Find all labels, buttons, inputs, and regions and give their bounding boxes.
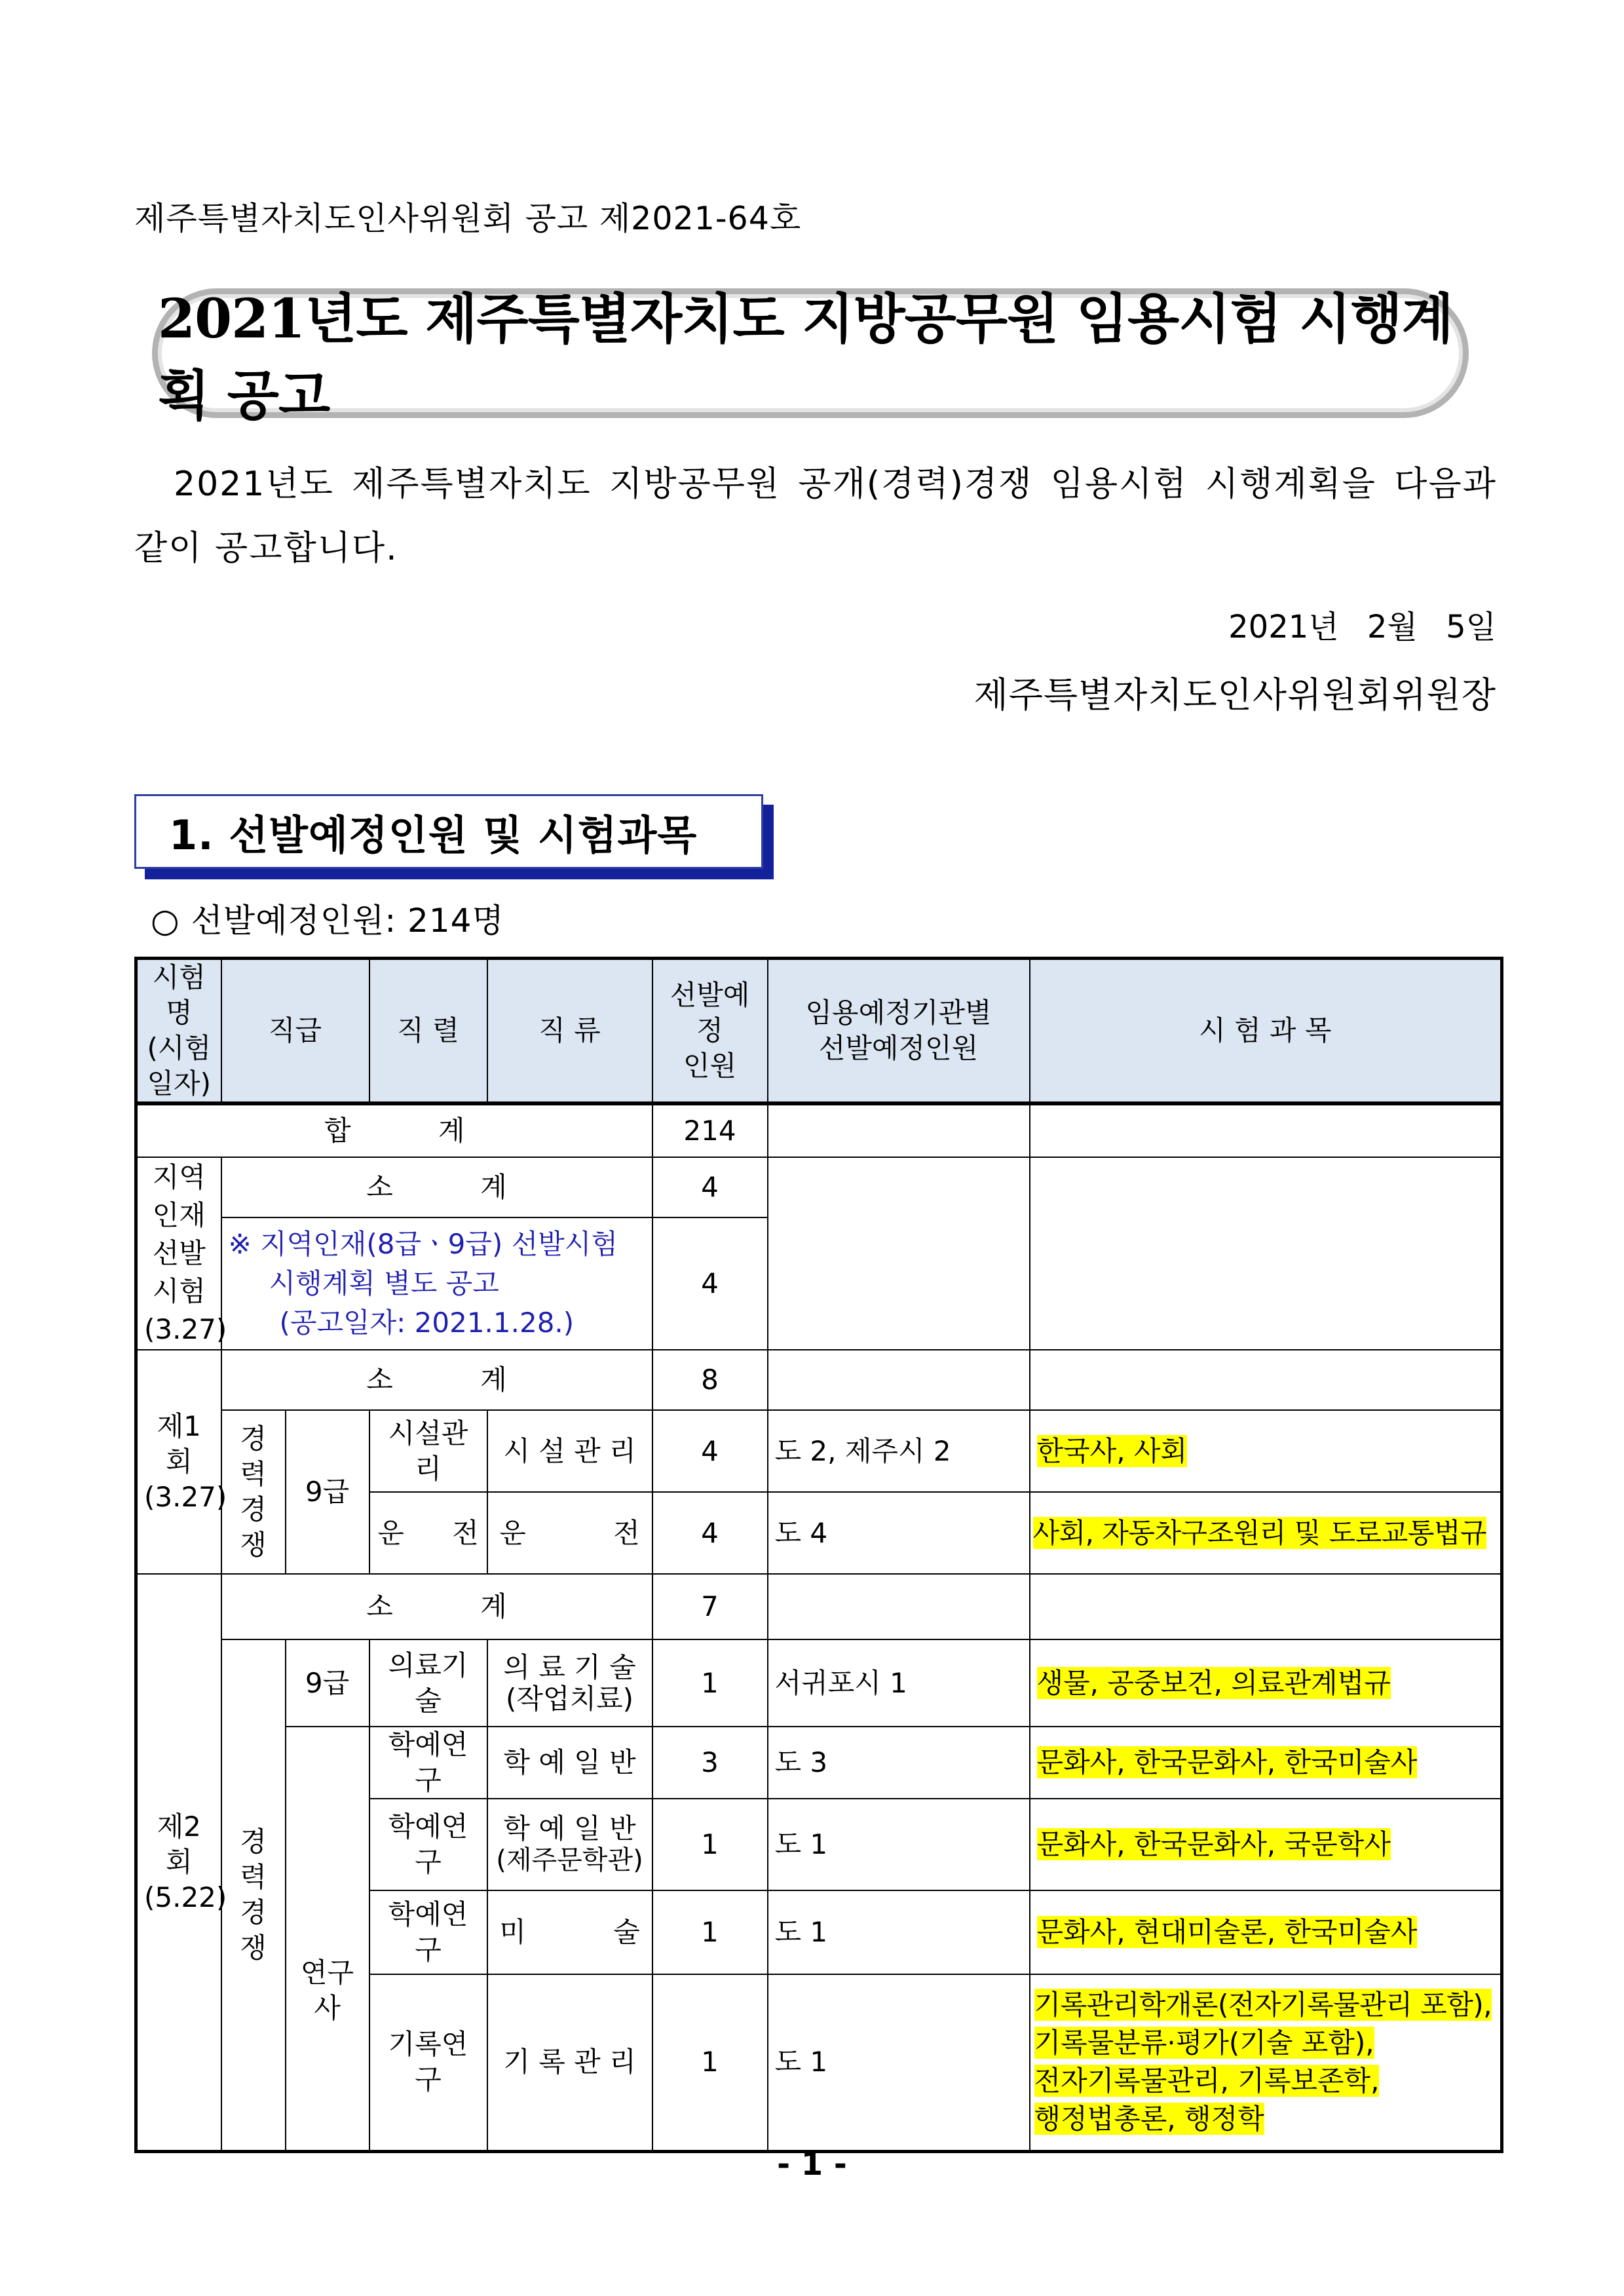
round2-subtotal-value: 7 (652, 1574, 768, 1639)
series-cell: 운 전 (369, 1492, 487, 1574)
empty-cell (1030, 1103, 1502, 1157)
count-cell: 1 (652, 1799, 768, 1890)
round1-grade: 9급 (286, 1410, 369, 1574)
subjects-cell (1030, 1890, 1502, 1974)
header-agency (768, 959, 1030, 1104)
series-cell: 학예연구 (369, 1727, 487, 1799)
regional-name-line: 선발 (152, 1237, 206, 1269)
class-cell (487, 1639, 652, 1727)
table-row (136, 1157, 1502, 1217)
series-cell: 학예연구 (369, 1799, 487, 1890)
empty-cell (768, 1574, 1030, 1639)
regional-note (221, 1217, 652, 1350)
subjects-text: 문화사, 현대미술론, 한국미술사 (1036, 1916, 1418, 1948)
subjects-text: 전자기록물관리, 기록보존학, (1034, 2065, 1380, 2097)
round1-type-line: 경력 (240, 1423, 267, 1490)
subjects-text: 사회, 자동차구조원리 및 도로교통법규 (1032, 1516, 1487, 1549)
agency-cell: 도 2, 제주시 2 (768, 1410, 1030, 1492)
notice-date: 2021년 2월 5일 (1228, 609, 1496, 645)
regional-name-line: 인재 (152, 1199, 206, 1231)
class-line: 의 료 기 술 (503, 1651, 636, 1683)
round2-name: 제2회 (157, 1810, 201, 1878)
header-exam-name-text: 시험명 (152, 961, 206, 1029)
header-subjects: 시 험 과 목 (1030, 959, 1502, 1104)
subjects-cell (1030, 1410, 1502, 1492)
count-cell: 4 (652, 1492, 768, 1574)
class-cell: 학 예 일 반 (487, 1727, 652, 1799)
table-row (136, 1574, 1502, 1639)
class-line: (작업치료) (505, 1682, 634, 1715)
table-row (136, 1350, 1502, 1410)
header-series: 직 렬 (369, 959, 487, 1104)
subjects-cell (1030, 1799, 1502, 1890)
selection-table (134, 957, 1503, 2153)
class-cell: 시 설 관 리 (487, 1410, 652, 1492)
header-planned-text-2: 인원 (683, 1050, 737, 1082)
round2-type-line: 경력 (240, 1825, 267, 1893)
round1-date: (3.27) (144, 1481, 227, 1513)
intro-paragraph: 2021년도 제주특별자치도 지방공무원 공개(경력)경쟁 임용시험 시행계획을 다음과 같이 공고합니다. (134, 465, 1497, 568)
round1-exam-name (136, 1350, 227, 1574)
subjects-cell (1030, 1492, 1502, 1574)
subjects-text: 한국사, 사회 (1036, 1434, 1188, 1467)
notice-number: 제주특별자치도인사위원회 공고 제2021-64호 (134, 200, 802, 237)
round1-subtotal-value: 8 (652, 1350, 768, 1410)
regional-note-line: (공고일자: 2021.1.28.) (279, 1307, 575, 1339)
series-cell: 학예연구 (369, 1890, 487, 1974)
empty-cell (1030, 1574, 1502, 1639)
header-planned (652, 959, 768, 1104)
subjects-text: 기록관리학개론(전자기록물관리 포함), (1034, 1989, 1492, 2021)
class-line: 학 예 일 반 (503, 1812, 636, 1845)
class-cell (487, 1799, 652, 1890)
count-cell: 1 (652, 1974, 768, 2151)
regional-name-line: 시험 (152, 1275, 206, 1307)
empty-cell (768, 1157, 1030, 1350)
title-banner (152, 288, 1469, 427)
header-exam-name (136, 959, 221, 1104)
regional-note-line: ※ 지역인재(8급ㆍ9급) 선발시험 (228, 1228, 618, 1260)
round2-date: (5.22) (144, 1881, 227, 1913)
subjects-text: 문화사, 한국문화사, 한국미술사 (1036, 1746, 1418, 1778)
agency-cell: 도 1 (768, 1974, 1030, 2151)
round2-type (221, 1639, 286, 2151)
regional-subtotal-label: 소 계 (221, 1157, 652, 1217)
class-line: (제주문학관) (496, 1845, 643, 1875)
agency-cell: 도 1 (768, 1799, 1030, 1890)
agency-cell: 도 1 (768, 1890, 1030, 1974)
regional-name-line: 지역 (152, 1161, 206, 1193)
section-heading: 1. 선발예정인원 및 시험과목 (169, 811, 698, 859)
class-cell: 기 록 관 리 (487, 1974, 652, 2151)
empty-cell (1030, 1350, 1502, 1410)
table-row (136, 1639, 1502, 1727)
table-row (136, 1727, 1502, 1799)
round2-exam-name (136, 1574, 227, 2151)
issuer-name: 제주특별자치도인사위원회위원장 (973, 674, 1496, 716)
round2-subtotal-label: 소 계 (221, 1574, 652, 1639)
subjects-cell (1030, 1727, 1502, 1799)
empty-cell (1030, 1157, 1502, 1350)
agency-cell: 도 3 (768, 1727, 1030, 1799)
class-cell: 운 전 (487, 1492, 652, 1574)
round2-grade-9: 9급 (286, 1639, 369, 1727)
page-number: - 1 - (777, 2146, 847, 2183)
regional-name-line: (3.27) (144, 1313, 227, 1345)
series-cell: 의료기술 (369, 1639, 487, 1727)
table-row (136, 1103, 1502, 1157)
empty-cell (768, 1103, 1030, 1157)
subjects-text: 생물, 공중보건, 의료관계법규 (1036, 1666, 1391, 1699)
header-exam-date-text: (시험일자) (147, 1032, 212, 1100)
header-agency-text-1: 임용예정기관별 (805, 997, 992, 1029)
round2-grade-researcher: 연구사 (286, 1727, 369, 2151)
series-cell: 시설관리 (369, 1410, 487, 1492)
header-agency-text-2: 선발예정인원 (818, 1032, 979, 1064)
round1-subtotal-label: 소 계 (221, 1350, 652, 1410)
empty-cell (768, 1350, 1030, 1410)
total-value: 214 (652, 1103, 768, 1157)
series-cell: 기록연구 (369, 1974, 487, 2151)
class-cell: 미 술 (487, 1890, 652, 1974)
total-label: 합 계 (136, 1103, 652, 1157)
agency-cell: 도 4 (768, 1492, 1030, 1574)
header-planned-text-1: 선발예정 (670, 979, 750, 1046)
count-cell: 1 (652, 1639, 768, 1727)
header-class: 직 류 (487, 959, 652, 1104)
table-header-row (136, 959, 1502, 1104)
regional-exam-name (136, 1157, 227, 1350)
subjects-text: 문화사, 한국문화사, 국문학사 (1036, 1828, 1391, 1860)
regional-subtotal-value: 4 (652, 1157, 768, 1217)
table-row (136, 1410, 1502, 1492)
regional-note-line: 시행계획 별도 공고 (269, 1267, 499, 1299)
planned-total-bullet: ○ 선발예정인원: 214명 (151, 902, 504, 940)
subjects-cell (1030, 1974, 1502, 2151)
subjects-text: 행정법총론, 행정학 (1034, 2103, 1264, 2135)
regional-count: 4 (652, 1217, 768, 1350)
header-grade: 직급 (221, 959, 369, 1104)
subjects-text: 기록물분류·평가(기술 포함), (1034, 2027, 1374, 2059)
section-heading-box (134, 794, 763, 869)
subjects-cell (1030, 1639, 1502, 1727)
document-title: 2021년도 제주특별자치도 지방공무원 임용시험 시행계획 공고 (158, 288, 1453, 427)
round2-type-line: 경쟁 (240, 1896, 267, 1964)
count-cell: 3 (652, 1727, 768, 1799)
round1-name: 제1회 (157, 1410, 201, 1478)
round1-type (221, 1410, 286, 1574)
agency-cell: 서귀포시 1 (768, 1639, 1030, 1727)
round1-type-line: 경쟁 (240, 1493, 267, 1561)
count-cell: 4 (652, 1410, 768, 1492)
count-cell: 1 (652, 1890, 768, 1974)
